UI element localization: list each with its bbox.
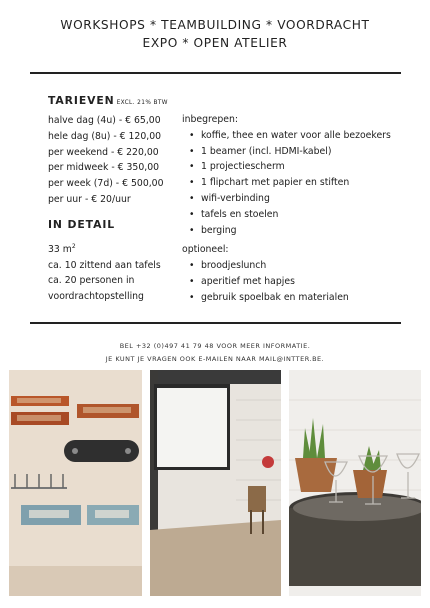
included-item-label: wifi-verbinding: [201, 192, 270, 204]
bullet: •: [189, 275, 195, 287]
detail-heading: IN DETAIL: [48, 217, 116, 231]
bullet: •: [189, 192, 195, 204]
left-column: [48, 94, 178, 305]
bullet: •: [189, 177, 195, 189]
price-item: per week (7d) - € 500,00: [48, 178, 164, 190]
wall-hooks-illustration: [9, 370, 142, 596]
tarieven-list: [48, 113, 178, 208]
bullet: •: [189, 208, 195, 220]
bullet: •: [189, 224, 195, 236]
bottom-divider: [30, 322, 401, 324]
contact-phone-line: BEL +32 (0)497 41 79 48 VOOR MEER INFORMATIE.: [119, 342, 311, 350]
included-item-label: 1 projectiescherm: [201, 161, 285, 173]
header-line-2: EXPO * OPEN ATELIER: [142, 36, 288, 50]
bullet: •: [189, 291, 195, 303]
optional-item: [182, 274, 412, 290]
inbegrepen-heading: inbegrepen:: [182, 114, 238, 125]
header-line-1: WORKSHOPS * TEAMBUILDING * VOORDRACHT: [60, 18, 370, 32]
right-column: [182, 112, 412, 306]
included-item: [182, 207, 412, 223]
plants-glasses-illustration: [289, 370, 421, 596]
projection-room-illustration: [150, 370, 281, 596]
top-divider: [30, 72, 401, 74]
area-unit-sup: 2: [71, 242, 76, 250]
included-item-label: tafels en stoelen: [201, 208, 279, 220]
price-item: per uur - € 20/uur: [48, 193, 131, 205]
optioneel-list: [182, 258, 412, 305]
inbegrepen-list: [182, 128, 412, 239]
included-item: [182, 191, 412, 207]
bullet: •: [189, 260, 195, 272]
detail-item: ca. 10 zittend aan tafels: [48, 259, 161, 271]
optional-item-label: gebruik spoelbak en materialen: [201, 291, 349, 303]
optional-item-label: aperitief met hapjes: [201, 275, 295, 287]
bullet: •: [189, 161, 195, 173]
detail-item: ca. 20 personen in: [48, 275, 135, 287]
bullet: •: [189, 129, 195, 141]
photo-projection-room: [150, 370, 281, 596]
contact-email-line: JE KUNT JE VRAGEN OOK E-MAILEN NAAR MAIL@INTTER.BE.: [105, 355, 325, 363]
tarieven-note: EXCL. 21% BTW: [116, 100, 168, 106]
optional-item: [182, 258, 412, 274]
contact-info: [0, 340, 430, 366]
included-item: [182, 159, 412, 175]
price-item: hele dag (8u) - € 120,00: [48, 130, 162, 142]
tarieven-title: TARIEVEN: [48, 94, 115, 107]
included-item-label: koffie, thee en water voor alle bezoekers: [201, 129, 391, 141]
photo-plants-glasses: [289, 370, 421, 596]
included-item-label: berging: [201, 224, 237, 236]
photo-wall-hooks: [9, 370, 142, 596]
price-item: per midweek - € 350,00: [48, 162, 160, 174]
included-item-label: 1 beamer (incl. HDMI-kabel): [201, 145, 332, 157]
detail-area: [48, 239, 178, 258]
price-item: halve dag (4u) - € 65,00: [48, 115, 161, 126]
included-item: [182, 223, 412, 239]
included-item: [182, 144, 412, 160]
page-header: [0, 16, 430, 52]
optional-item-label: broodjeslunch: [201, 260, 267, 272]
optioneel-heading: optioneel:: [182, 244, 229, 256]
price-item: per weekend - € 220,00: [48, 146, 159, 158]
included-item: [182, 175, 412, 191]
detail-list: [48, 239, 178, 305]
bullet: •: [189, 145, 195, 157]
tarieven-heading: [48, 94, 178, 107]
area-value: 33 m: [48, 243, 72, 255]
optional-item: [182, 290, 412, 306]
included-item: [182, 128, 412, 144]
included-item-label: 1 flipchart met papier en stiften: [201, 177, 350, 189]
detail-item: voordrachtopstelling: [48, 291, 144, 303]
